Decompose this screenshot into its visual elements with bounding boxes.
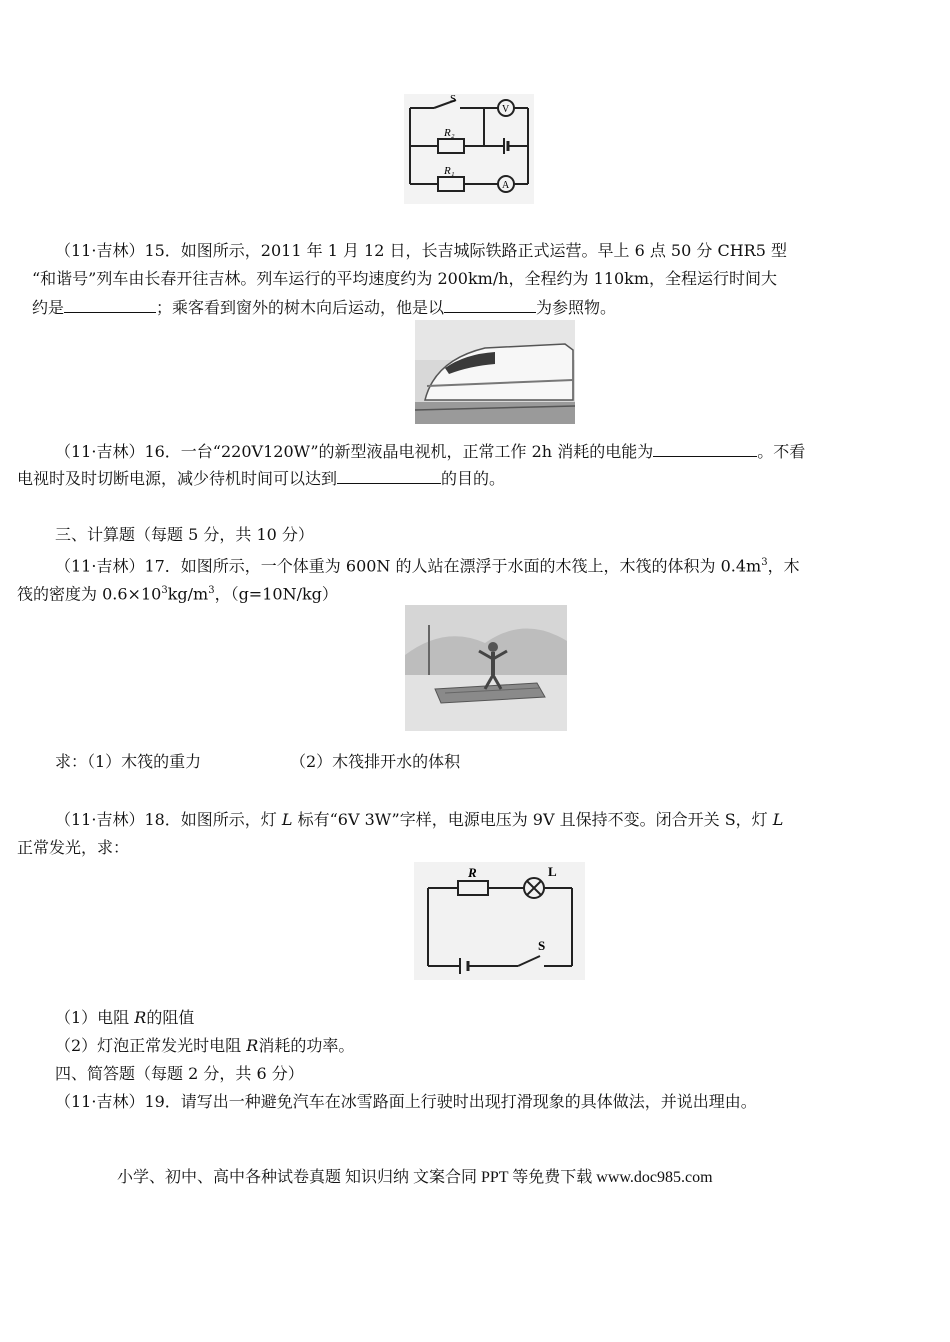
q18-line-2: 正常发光，求： [17,838,130,857]
q18-sub-1 [55,1007,194,1029]
section-4-heading: 四、简答题（每题 2 分，共 6 分） [55,1064,304,1083]
page-footer: 小学、初中、高中各种试卷真题 知识归纳 文案合同 PPT 等免费下载 www.doc985.com [117,1169,713,1186]
q17-ask-2: （2）木筏排开水的体积 [290,752,461,771]
q15-text-a: 约是 [32,298,65,317]
q17-line-2 [17,580,338,605]
voltmeter-label: V [502,104,510,115]
q18-line-1 [55,809,783,831]
q18-sub-2-text-b: 消耗的功率。 [258,1036,355,1055]
q18-sub-2-text-a: （2）灯泡正常发光时电阻 [55,1036,247,1055]
q18-sub-1-text-a: （1）电阻 [55,1008,135,1027]
q15-line-3 [32,296,616,319]
q15-answer-blank-1[interactable] [64,296,156,313]
switch-label: S [450,94,457,105]
q19-line-1: （11·吉林）19．请写出一种避免汽车在冰雪路面上行驶时出现打滑现象的具体做法，并说出理由。 [55,1092,757,1111]
q15-line-2: “和谐号”列车由长春开往吉林。列车运行的平均速度约为 200km/h，全程约为 110km，全程运行时间大 [32,269,778,288]
resistor-label: R [468,865,477,880]
q18-lamp-symbol-2: L [772,810,784,829]
q16-text-c: 电视时及时切断电源，减少待机时间可以达到 [17,469,338,488]
q15-text-b: ；乘客看到窗外的树木向后运动，他是以 [156,298,445,317]
q18-text-a: （11·吉林）18．如图所示，灯 [55,810,282,829]
q18-text-b: 标有“6V 3W”字样，电源电压为 9V 且保持不变。闭合开关 S，灯 [292,810,773,829]
q17-text-d: kg/m [167,584,209,604]
q16-answer-blank-2[interactable] [337,467,441,484]
circuit-diagram-2 [414,862,585,980]
q16-line-2 [17,467,505,490]
q17-sup-1: 3 [761,557,768,568]
q17-line-1 [55,552,800,577]
q17-text-c: 筏的密度为 0.6×10 [17,584,162,604]
q17-sup-2: 3 [161,585,168,596]
q15-line-1: （11·吉林）15．如图所示，2011 年 1 月 12 日，长吉城际铁路正式运营。早上 6 点 50 分 CHR5 型 [55,241,787,260]
ammeter-label: A [502,180,510,191]
q18-sub-2-symbol: R [246,1036,259,1055]
q16-text-a: （11·吉林）16．一台“220V120W”的新型液晶电视机，正常工作 2h 消耗的电能为 [55,442,654,461]
q17-sup-3: 3 [208,585,215,596]
train-photo [415,320,575,424]
q18-sub-1-symbol: R [134,1008,147,1027]
switch-label-2: S [538,938,546,953]
q16-line-1 [55,440,805,463]
q15-text-c: 为参照物。 [536,298,617,317]
q18-sub-2 [55,1035,354,1057]
r1-label: R₁ [444,165,455,177]
q16-answer-blank-1[interactable] [653,440,757,457]
r2-label: R₂ [444,127,455,139]
q17-text-e: ，（g=10N/kg） [214,584,338,604]
raft-photo [405,605,567,731]
circuit-diagram-1 [404,94,534,204]
q18-sub-1-text-b: 的阻值 [146,1008,195,1027]
section-3-heading: 三、计算题（每题 5 分，共 10 分） [55,525,314,544]
q17-text-a: （11·吉林）17．如图所示，一个体重为 600N 的人站在漂浮于水面的木筏上，木筏的体积为 0.4m [55,556,762,576]
q17-text-b: ，木 [767,556,800,576]
q17-ask-1: 求：（1）木筏的重力 [55,752,202,771]
q18-lamp-symbol-1: L [281,810,293,829]
q15-answer-blank-2[interactable] [444,296,536,313]
q16-text-b: 。不看 [757,442,806,461]
lamp-label: L [548,864,557,879]
q16-text-d: 的目的。 [441,469,506,488]
